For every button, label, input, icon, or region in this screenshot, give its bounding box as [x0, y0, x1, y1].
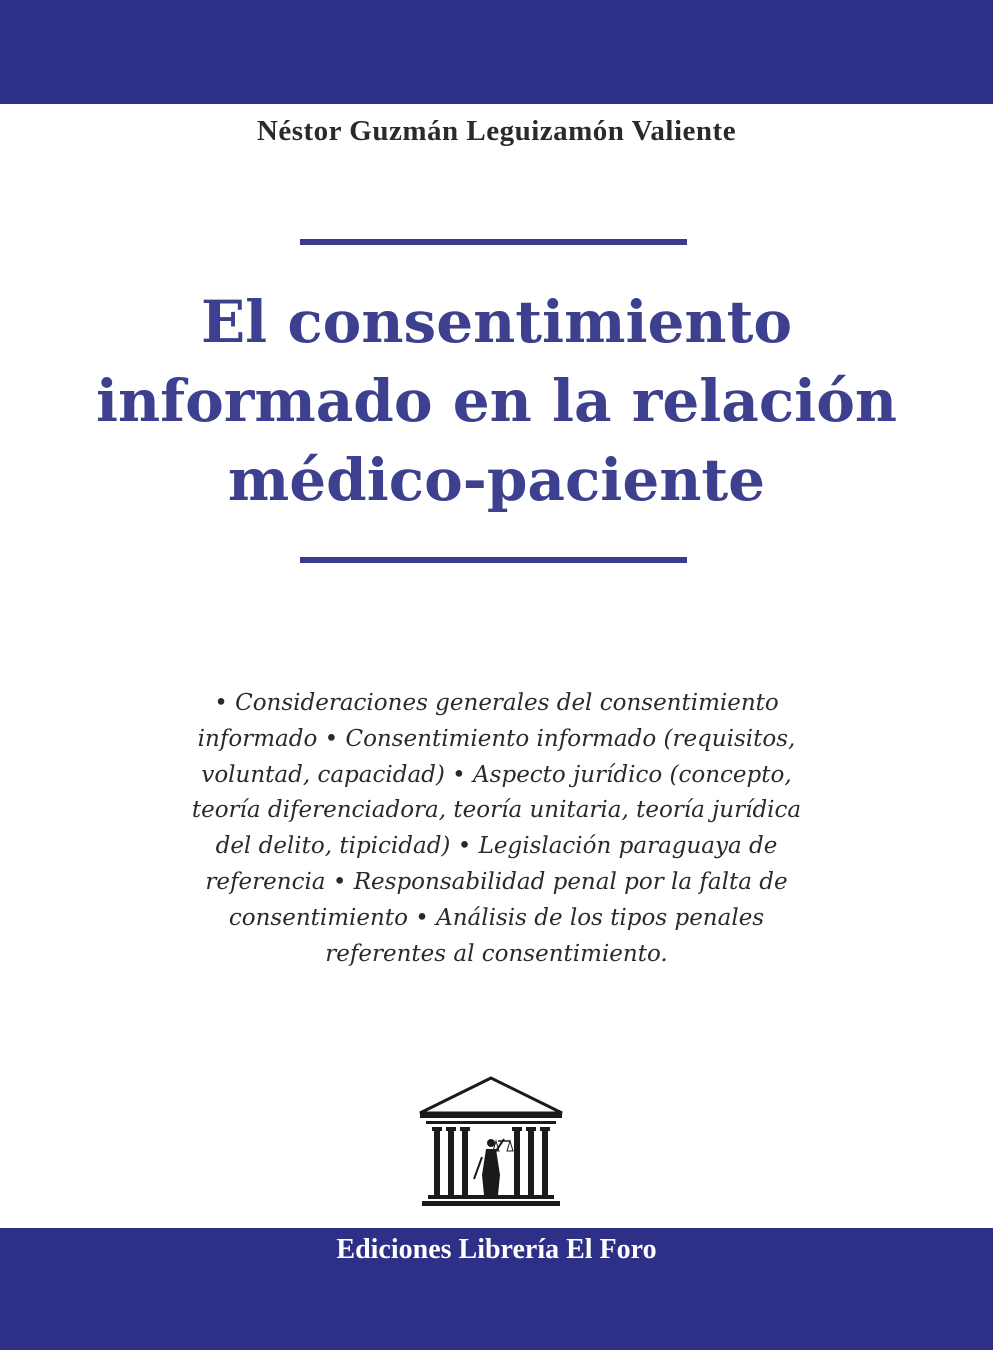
summary-line: consentimiento • Análisis de los tipos penales — [228, 904, 765, 931]
top-color-band — [0, 0, 993, 104]
title-line: médico-paciente — [227, 446, 766, 514]
courthouse-justice-icon — [418, 1075, 564, 1209]
title-line: El consentimiento — [200, 288, 793, 356]
author-name: Néstor Guzmán Leguizamón Valiente — [256, 115, 737, 147]
summary-line: referencia • Responsabilidad penal por la falta de — [205, 868, 788, 895]
book-title — [0, 283, 993, 520]
publisher-name: Ediciones Librería El Foro — [336, 1234, 657, 1265]
contents-summary — [150, 686, 843, 972]
title-rule-bottom — [300, 557, 687, 563]
summary-line: teoría diferenciadora, teoría unitaria, teoría jurídica — [191, 797, 802, 824]
summary-line: del delito, tipicidad) • Legislación paraguaya de — [215, 833, 778, 860]
summary-line: voluntad, capacidad) • Aspecto jurídico (concepto, — [201, 761, 792, 788]
summary-line: • Consideraciones generales del consentimiento — [214, 690, 779, 716]
title-rule-top — [300, 239, 687, 245]
summary-line: informado • Consentimiento informado (requisitos, — [197, 725, 796, 752]
title-line: informado en la relación — [95, 367, 898, 435]
summary-line: referentes al consentimiento. — [325, 940, 668, 967]
